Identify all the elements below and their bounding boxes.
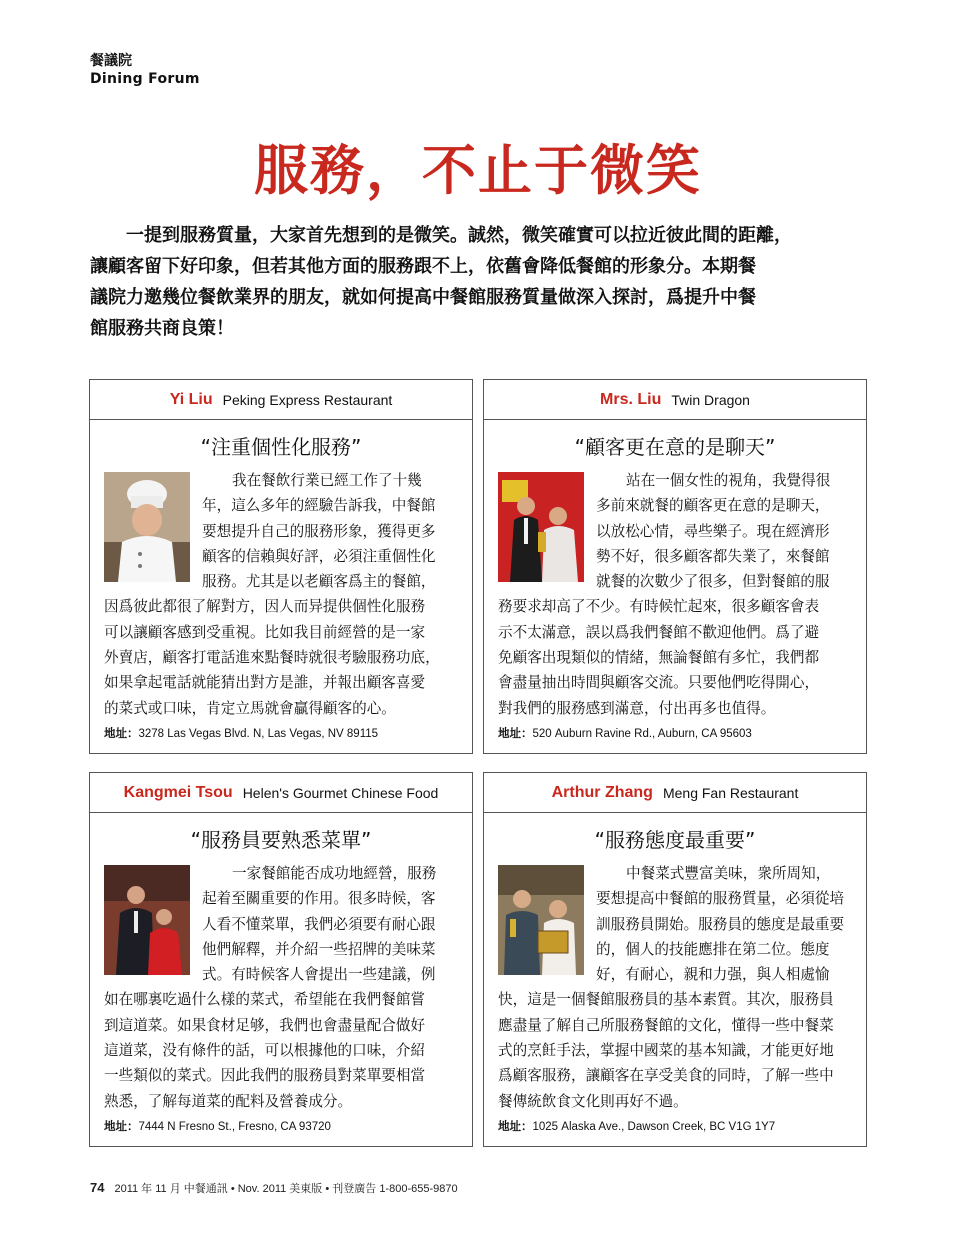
- body-line: 免顧客出現類似的情緒，無論餐館有多忙，我們都: [498, 649, 820, 667]
- interview-card: [483, 379, 867, 754]
- address-label: 地址：: [498, 728, 533, 740]
- interviewee-name: Yi Liu: [169, 390, 213, 408]
- body-line: 中餐菜式豐富美味，衆所周知，: [626, 865, 831, 882]
- address-text: 520 Auburn Ravine Rd., Auburn, CA 95603: [532, 728, 752, 740]
- body-line: 的，個人的技能應排在第二位。態度: [596, 940, 830, 958]
- address-text: 1025 Alaska Ave., Dawson Creek, BC V1G 1Y7: [532, 1121, 776, 1133]
- body-line: 這道菜，没有條件的話，可以根據他的口味，介紹: [104, 1042, 426, 1060]
- card-header: [90, 773, 472, 813]
- card-header: [484, 380, 866, 420]
- address-label: 地址：: [498, 1121, 533, 1133]
- address: [498, 1118, 775, 1134]
- body-line: 因爲彼此都很了解對方，因人而异提供個性化服務: [104, 598, 426, 616]
- body-line: 餐傳統飲食文化則再好不過。: [498, 1092, 688, 1110]
- body-line: 他們解釋，并介紹一些招牌的美味菜: [202, 940, 436, 958]
- intro-line: 議院力邀幾位餐飲業界的朋友，就如何提高中餐館服務質量做深入探討，爲提升中餐: [90, 287, 756, 308]
- page-title: 服務，不止于微笑: [254, 138, 702, 202]
- quote-heading: “注重個性化服務”: [200, 435, 362, 459]
- body-line: 站在一個女性的視角，我覺得很: [626, 472, 831, 489]
- body-line: 人看不懂菜單，我們必須要有耐心跟: [202, 915, 436, 933]
- body-line: 熟悉，了解每道菜的配料及營養成分。: [104, 1092, 353, 1110]
- interviewee-name: Kangmei Tsou: [123, 783, 233, 801]
- body-line: 就餐的次數少了很多，但對餐館的服: [596, 573, 830, 591]
- owner-photo: [498, 472, 584, 582]
- body-line: 如果拿起電話就能猜出對方是誰，并報出顧客喜愛: [104, 674, 426, 692]
- quote-heading: “服務態度最重要”: [594, 828, 756, 852]
- intro-line: 館服務共商良策！: [90, 318, 234, 339]
- chef-photo: [104, 472, 190, 582]
- body-line: 如在哪裏吃過什么樣的菜式，希望能在我們餐館嘗: [104, 991, 426, 1009]
- quote-heading: “顧客更在意的是聊天”: [574, 435, 776, 459]
- card-header: [90, 380, 472, 420]
- intro-line: 讓顧客留下好印象，但若其他方面的服務跟不上，依舊會降低餐館的形象分。本期餐: [90, 256, 756, 277]
- body-line: 的菜式或口味，肯定立馬就會贏得顧客的心。: [104, 699, 396, 717]
- body-line: 服務。尤其是以老顧客爲主的餐館，: [202, 573, 436, 591]
- card-body: [90, 468, 472, 721]
- body-line: 要想提升自己的服務形象，獲得更多: [202, 522, 436, 540]
- card-body: [484, 468, 866, 721]
- card-header: [484, 773, 866, 813]
- restaurant-name: Peking Express Restaurant: [222, 391, 393, 408]
- body-line: 好，有耐心，親和力强，與人相處愉: [596, 966, 830, 984]
- page-footer: [90, 1180, 458, 1196]
- body-line: 快，這是一個餐館服務員的基本素質。其次，服務員: [498, 991, 834, 1009]
- body-line: 式。有時候客人會提出一些建議，例: [202, 966, 436, 984]
- body-line: 顧客的信賴與好評，必須注重個性化: [202, 547, 436, 565]
- body-line: 應盡量了解自己所服務餐館的文化，懂得一些中餐菜: [498, 1016, 834, 1034]
- quote-heading: “服務員要熟悉菜單”: [190, 828, 372, 852]
- card-body: [90, 861, 472, 1114]
- body-line: 起着至關重要的作用。很多時候，客: [202, 890, 436, 908]
- restaurant-name: Twin Dragon: [671, 391, 750, 408]
- section-header: [90, 52, 200, 88]
- body-line: 我在餐飲行業已經工作了十幾: [232, 472, 422, 489]
- intro-line: 一提到服務質量，大家首先想到的是微笑。誠然，微笑確實可以拉近彼此間的距離，: [126, 225, 792, 246]
- restaurant-name: Helen's Gourmet Chinese Food: [242, 784, 439, 801]
- body-line: 式的烹飪手法，掌握中國菜的基本知識，才能更好地: [498, 1042, 834, 1060]
- body-line: 一家餐館能否成功地經營，服務: [232, 865, 437, 882]
- footer-text: 2011 年 11 月 中餐通訊 • Nov. 2011 美東版 • 刊登廣告 1-800-655-9870: [114, 1183, 458, 1195]
- body-line: 到這道菜。如果食材足够，我們也會盡量配合做好: [104, 1016, 426, 1034]
- couple-photo: [104, 865, 190, 975]
- interview-card: [89, 379, 473, 754]
- body-line: 年，這么多年的經驗告訴我，中餐館: [202, 497, 436, 515]
- page-number: 74: [90, 1180, 105, 1195]
- section-title-cn: 餐議院: [90, 53, 132, 69]
- body-line: 勢不好，很多顧客都失業了，來餐館: [596, 547, 830, 565]
- body-line: 會盡量抽出時間與顧客交流。只要他們吃得開心，: [498, 674, 820, 692]
- section-title-en: Dining Forum: [90, 71, 200, 87]
- address: [104, 1118, 331, 1134]
- body-line: 要想提高中餐館的服務質量，必須從培: [596, 890, 845, 908]
- address-label: 地址：: [104, 1121, 139, 1133]
- body-line: 以放松心情，尋些樂子。現在經濟形: [596, 522, 830, 540]
- award-photo: [498, 865, 584, 975]
- address-text: 7444 N Fresno St., Fresno, CA 93720: [138, 1121, 331, 1133]
- body-line: 一些類似的菜式。因此我們的服務員對菜單要相當: [104, 1067, 426, 1085]
- interview-card: [89, 772, 473, 1147]
- restaurant-name: Meng Fan Restaurant: [662, 784, 799, 801]
- body-line: 對我們的服務感到滿意，付出再多也值得。: [498, 699, 776, 717]
- interviewee-name: Arthur Zhang: [551, 783, 653, 801]
- interviewee-name: Mrs. Liu: [600, 390, 662, 408]
- address-text: 3278 Las Vegas Blvd. N, Las Vegas, NV 89115: [138, 728, 379, 740]
- body-line: 示不太滿意，誤以爲我們餐館不歡迎他們。爲了避: [498, 623, 820, 641]
- body-line: 外賣店，顧客打電話進來點餐時就很考驗服務功底，: [104, 649, 440, 667]
- address-label: 地址：: [104, 728, 139, 740]
- card-body: [484, 861, 866, 1114]
- body-line: 多前來就餐的顧客更在意的是聊天，: [596, 497, 830, 515]
- address: [498, 725, 752, 741]
- address: [104, 725, 378, 741]
- body-line: 訓服務員開始。服務員的態度是最重要: [596, 915, 845, 933]
- body-line: 務要求却高了不少。有時候忙起來，很多顧客會表: [498, 598, 820, 616]
- body-line: 爲顧客服務，讓顧客在享受美食的同時，了解一些中: [498, 1067, 834, 1085]
- interview-card: [483, 772, 867, 1147]
- body-line: 可以讓顧客感到受重視。比如我目前經營的是一家: [104, 623, 426, 641]
- intro-paragraph: [90, 220, 868, 344]
